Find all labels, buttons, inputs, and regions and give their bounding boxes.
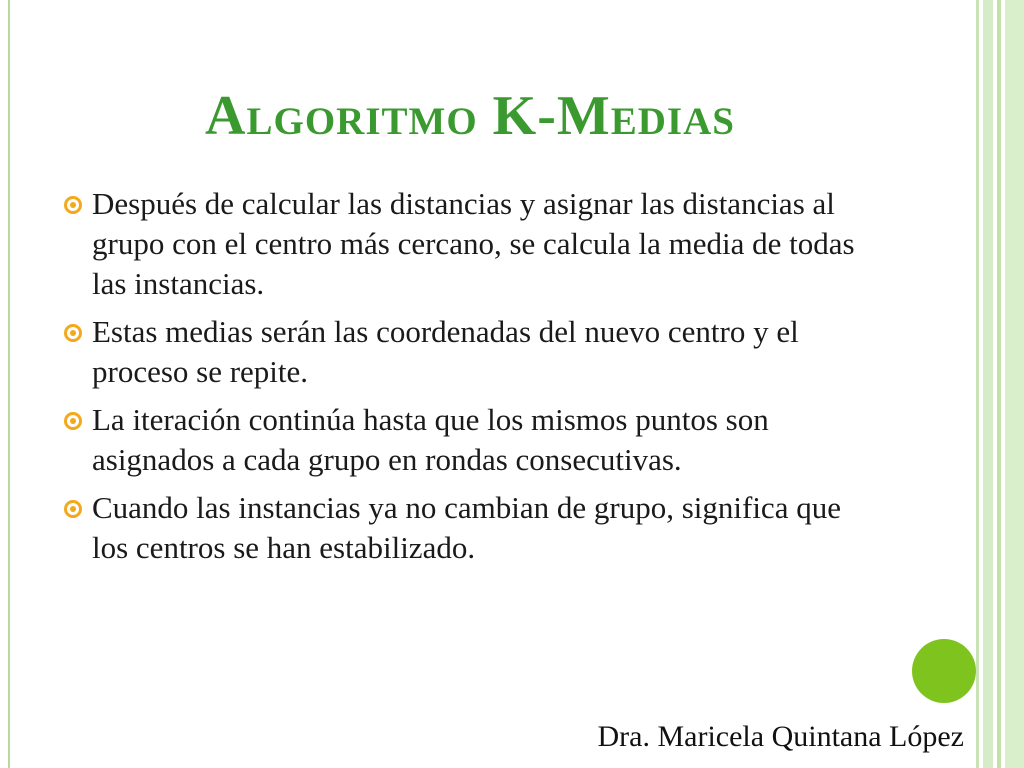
bullet-list [62, 184, 882, 576]
bullet-text: Después de calcular las distancias y asignar las distancias al grupo con el centro más cercano, se calcula la media de todas las instancias. [92, 186, 855, 301]
slide-title: Algoritmo K-Medias [205, 85, 735, 147]
author-footer: Dra. Maricela Quintana López [597, 720, 964, 753]
bullet-item [62, 488, 882, 568]
green-circle-decor [912, 639, 976, 703]
bullet-text: Cuando las instancias ya no cambian de grupo, significa que los centros se han estabilizado. [92, 490, 841, 565]
bullet-text: La iteración continúa hasta que los mismos puntos son asignados a cada grupo en rondas consecutivas. [92, 402, 769, 477]
right-decor-stripe [983, 0, 993, 768]
right-decor-stripe [976, 0, 979, 768]
bullet-item [62, 312, 882, 392]
bullet-circle-icon [64, 500, 82, 518]
bullet-circle-icon [64, 324, 82, 342]
bullet-circle-icon [64, 196, 82, 214]
bullet-item [62, 400, 882, 480]
bullet-item [62, 184, 882, 304]
right-decor-stripe [1005, 0, 1024, 768]
right-decor-stripe [997, 0, 1001, 768]
bullet-text: Estas medias serán las coordenadas del nuevo centro y el proceso se repite. [92, 314, 799, 389]
bullet-circle-icon [64, 412, 82, 430]
